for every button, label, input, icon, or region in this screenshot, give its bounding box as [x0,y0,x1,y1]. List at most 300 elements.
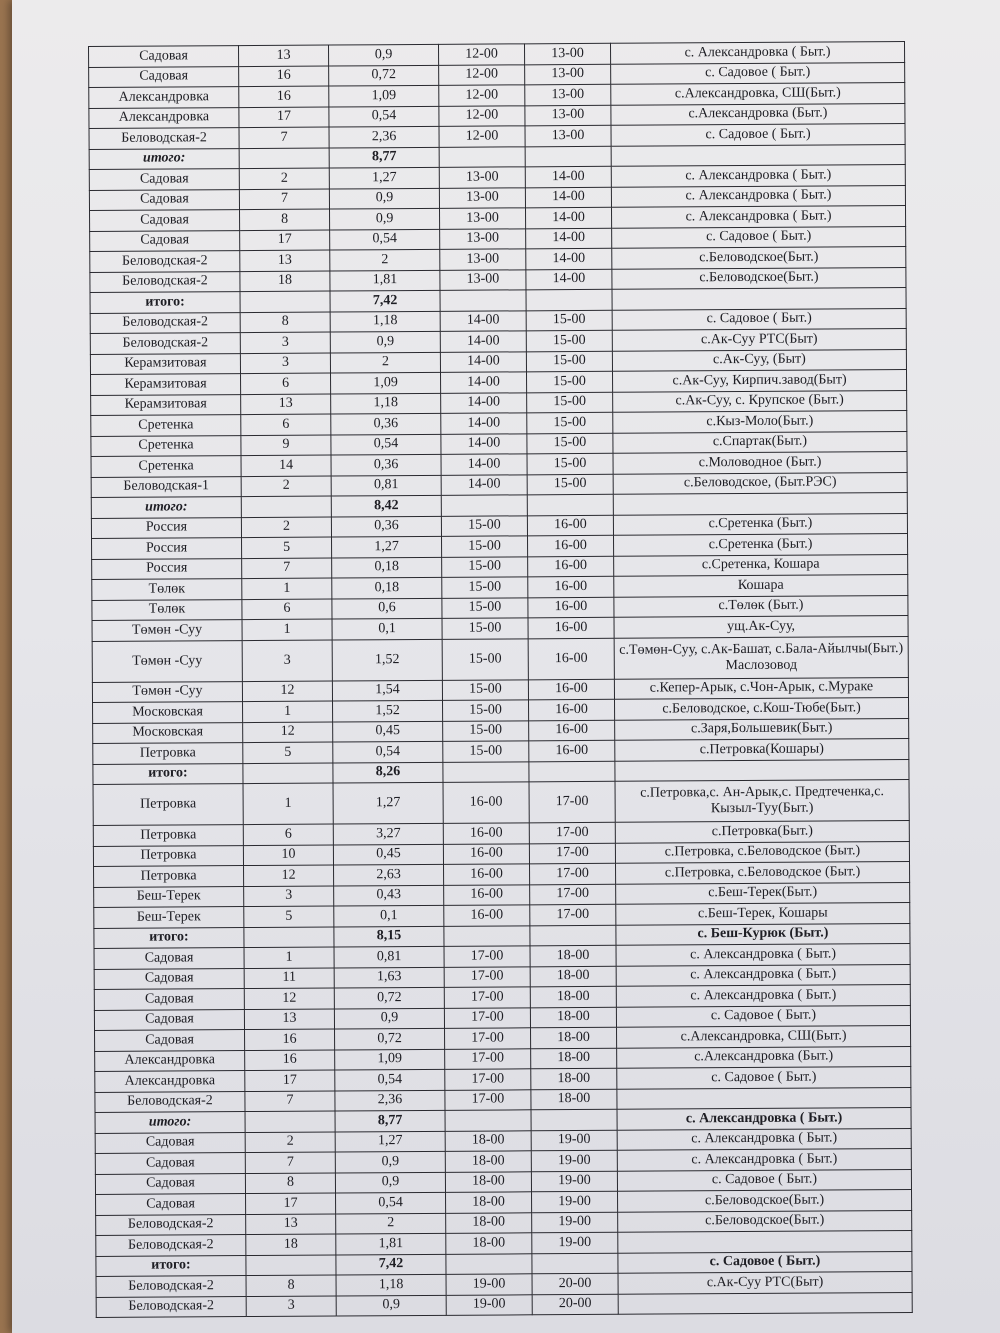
time-to-cell: 19-00 [531,1171,617,1192]
load-cell: 1,27 [329,167,439,188]
substation-number-cell: 8 [246,1275,336,1296]
time-to-cell: 13-00 [525,125,611,146]
load-cell: 0,9 [328,44,438,65]
time-from-cell: 12-00 [439,126,525,147]
time-to-cell: 18-00 [530,945,616,966]
load-cell: 0,54 [331,434,441,455]
feeder-name-cell: Беловодская-2 [96,1214,246,1235]
locality-cell: с. Александровка ( Быт.) [616,984,910,1006]
feeder-name-cell: Московская [93,702,243,723]
locality-cell: с. Садовое ( Быт.) [612,308,906,330]
time-from-cell: 12-00 [439,105,525,126]
locality-cell: с. Беш-Курюк (Быт.) [616,923,910,945]
subtotal-label: итого: [89,148,239,169]
time-from-cell: 19-00 [446,1274,532,1295]
time-from-cell: 13-00 [440,269,526,290]
feeder-name-cell: Беловодская-2 [96,1276,246,1297]
time-to-cell: 15-00 [527,412,613,433]
substation-number-cell: 6 [241,373,331,394]
time-from-cell: 18-00 [445,1171,531,1192]
locality-cell: с.Беловодское(Быт.) [612,267,906,289]
locality-cell: с.Беловодское, (Быт.РЭС) [613,472,907,494]
time-to-cell: 14-00 [525,187,611,208]
locality-cell: с. Садовое ( Быт.) [612,226,906,248]
paper-sheet [12,0,1000,1333]
substation-number-cell: 2 [241,476,331,497]
time-to-cell: 16-00 [529,699,615,720]
time-to-cell: 15-00 [527,453,613,474]
load-cell: 0,9 [334,1008,444,1029]
feeder-name-cell: Беш-Терек [94,907,244,928]
feeder-name-cell: Садовая [94,989,244,1010]
locality-cell: с. Садовое ( Быт.) [616,1005,910,1027]
substation-number-cell: 16 [245,1029,335,1050]
locality-cell: с.Төлөк (Быт.) [614,595,908,617]
feeder-name-cell: Петровка [93,784,243,826]
feeder-name-cell: Садовая [95,1132,245,1153]
time-to-cell: 19-00 [532,1212,618,1233]
time-from-cell: 14-00 [441,433,527,454]
load-cell: 0,9 [329,188,439,209]
time-from-cell: 18-00 [445,1130,531,1151]
load-cell: 2,63 [334,864,444,885]
empty-cell [246,1255,336,1276]
feeder-name-cell: Беловодская-2 [96,1235,246,1256]
schedule-rows [89,42,913,1318]
subtotal-label: итого: [96,1255,246,1276]
load-cell: 1,18 [330,311,440,332]
time-from-cell: 15-00 [442,638,528,680]
time-from-cell: 13-00 [440,228,526,249]
locality-cell: с.Петровка,с. Ан-Арык,с. Предтеченка,с. Кызыл-Туу(Быт.) [615,779,909,822]
load-cell: 0,81 [331,475,441,496]
time-from-cell: 17-00 [444,966,530,987]
substation-number-cell: 17 [239,107,329,128]
time-to-cell: 15-00 [526,351,612,372]
feeder-name-cell: Петровка [94,866,244,887]
load-cell: 1,27 [332,536,442,557]
load-cell: 0,1 [332,618,442,639]
locality-cell: с. Садовое ( Быт.) [611,124,905,146]
time-from-cell: 15-00 [442,597,528,618]
load-cell: 0,54 [335,1069,445,1090]
substation-number-cell: 13 [246,1214,336,1235]
locality-cell: с. Садовое ( Быт.) [617,1066,911,1088]
feeder-name-cell: Садовая [90,210,240,231]
load-cell: 1,54 [332,680,442,701]
time-from-cell: 17-00 [444,1007,530,1028]
feeder-name-cell: Александровка [95,1050,245,1071]
time-to-cell: 16-00 [528,556,614,577]
feeder-name-cell: Петровка [93,743,243,764]
time-to-cell: 17-00 [529,781,615,823]
time-from-cell: 16-00 [443,823,529,844]
feeder-name-cell: Керамзитовая [90,353,240,374]
load-cell: 0,54 [330,229,440,250]
feeder-name-cell: Беловодская-1 [91,476,241,497]
time-from-cell: 15-00 [443,720,529,741]
locality-cell [613,493,907,515]
load-cell: 0,9 [336,1295,446,1316]
feeder-name-cell: Александровка [95,1071,245,1092]
subtotal-load: 8,26 [333,762,443,783]
substation-number-cell: 13 [244,1009,334,1030]
time-from-cell: 16-00 [444,884,530,905]
time-to-cell: 13-00 [525,84,611,105]
substation-number-cell: 18 [246,1234,336,1255]
locality-cell: с.Сретенка (Быт.) [613,534,907,556]
load-cell: 0,72 [335,1028,445,1049]
subtotal-load: 8,77 [329,147,439,168]
locality-cell: с. Александровка ( Быт.) [617,1128,911,1150]
load-cell: 0,18 [332,557,442,578]
time-from-cell: 14-00 [440,351,526,372]
substation-number-cell: 12 [244,988,334,1009]
empty-cell [530,925,616,946]
time-from-cell: 15-00 [441,515,527,536]
time-to-cell: 18-00 [531,1027,617,1048]
time-to-cell: 15-00 [526,330,612,351]
subtotal-load: 8,15 [334,926,444,947]
time-to-cell: 19-00 [531,1150,617,1171]
load-cell: 1,52 [333,700,443,721]
locality-cell [618,1230,912,1252]
locality-cell: с.Беловодское, с.Кош-Тюбе(Быт.) [615,698,909,720]
feeder-name-cell: Садовая [89,66,239,87]
locality-cell: Кошара [614,575,908,597]
locality-cell: с.Петровка(Кошары) [615,738,909,760]
time-to-cell: 16-00 [528,535,614,556]
time-to-cell: 15-00 [526,310,612,331]
locality-cell: с. Александровка ( Быт.) [616,943,910,965]
time-to-cell: 19-00 [532,1191,618,1212]
feeder-name-cell: Беловодская-2 [90,312,240,333]
empty-cell [441,495,527,516]
time-from-cell: 16-00 [444,864,530,885]
locality-cell: с. Александровка ( Быт.) [617,1107,911,1129]
load-cell: 0,1 [334,905,444,926]
locality-cell: с.Беш-Терек, Кошары [616,902,910,924]
locality-cell: с.Александровка, СШ(Быт.) [611,83,905,105]
substation-number-cell: 9 [241,435,331,456]
feeder-name-cell: Беловодская-2 [89,128,239,149]
feeder-name-cell: Сретенка [91,415,241,436]
locality-cell: с.Беш-Терек(Быт.) [616,882,910,904]
load-cell: 0,72 [334,987,444,1008]
locality-cell: с.Беловодское(Быт.) [618,1210,912,1232]
locality-cell: с.Сретенка, Кошара [614,554,908,576]
locality-cell: с.Моловодное (Быт.) [613,452,907,474]
feeder-name-cell: Беловодская-2 [90,251,240,272]
time-from-cell: 13-00 [440,249,526,270]
time-from-cell: 14-00 [440,310,526,331]
substation-number-cell: 5 [242,537,332,558]
substation-number-cell: 3 [240,332,330,353]
time-from-cell: 15-00 [443,741,529,762]
locality-cell: с.Петровка, с.Беловодское (Быт.) [615,841,909,863]
time-from-cell: 17-00 [444,987,530,1008]
time-from-cell: 13-00 [439,167,525,188]
substation-number-cell: 13 [239,45,329,66]
load-cell: 0,9 [335,1151,445,1172]
load-cell: 0,45 [333,721,443,742]
empty-cell [240,291,330,312]
time-from-cell: 16-00 [443,782,529,824]
time-from-cell: 12-00 [438,44,524,65]
load-cell: 0,36 [331,516,441,537]
time-to-cell: 17-00 [530,863,616,884]
feeder-name-cell: Садовая [95,1030,245,1051]
substation-number-cell: 5 [243,742,333,763]
time-to-cell: 19-00 [532,1232,618,1253]
feeder-name-cell: Садовая [94,968,244,989]
feeder-name-cell: Садовая [94,1009,244,1030]
time-from-cell: 18-00 [446,1233,532,1254]
empty-cell [531,1109,617,1130]
time-to-cell: 13-00 [524,43,610,64]
subtotal-label: итого: [94,927,244,948]
time-from-cell: 15-00 [442,679,528,700]
load-cell: 0,45 [333,844,443,865]
time-to-cell: 17-00 [529,843,615,864]
time-to-cell: 16-00 [527,515,613,536]
substation-number-cell: 3 [242,640,332,682]
substation-number-cell: 1 [243,701,333,722]
time-from-cell: 14-00 [441,413,527,434]
time-to-cell: 14-00 [526,248,612,269]
empty-cell [440,290,526,311]
feeder-name-cell: Садовая [89,46,239,67]
locality-cell: с.Беловодское(Быт.) [618,1189,912,1211]
subtotal-load: 8,77 [335,1110,445,1131]
substation-number-cell: 1 [243,783,333,825]
substation-number-cell: 2 [241,517,331,538]
load-cell: 0,54 [336,1192,446,1213]
time-from-cell: 17-00 [445,1028,531,1049]
time-from-cell: 14-00 [441,474,527,495]
time-to-cell: 16-00 [528,597,614,618]
locality-cell: с. Садовое ( Быт.) [617,1169,911,1191]
load-cell: 0,43 [334,885,444,906]
time-from-cell: 15-00 [442,536,528,557]
time-to-cell: 18-00 [531,1089,617,1110]
time-from-cell: 14-00 [441,392,527,413]
load-cell: 2 [336,1213,446,1234]
time-to-cell: 19-00 [531,1130,617,1151]
substation-number-cell: 3 [246,1296,336,1317]
substation-number-cell: 1 [242,578,332,599]
time-from-cell: 19-00 [446,1294,532,1315]
locality-cell: с.Беловодское(Быт.) [612,247,906,269]
substation-number-cell: 3 [244,886,334,907]
load-cell: 0,6 [332,598,442,619]
substation-number-cell: 12 [243,722,333,743]
load-cell: 1,18 [331,393,441,414]
time-to-cell: 14-00 [525,166,611,187]
outage-schedule-table [88,41,913,1318]
time-to-cell: 15-00 [527,433,613,454]
load-cell: 0,36 [331,454,441,475]
substation-number-cell: 2 [245,1132,335,1153]
schedule-sheet [88,41,912,1318]
substation-number-cell: 16 [239,66,329,87]
empty-cell [243,763,333,784]
subtotal-load: 7,42 [336,1254,446,1275]
time-to-cell: 20-00 [532,1273,618,1294]
substation-number-cell: 16 [245,1050,335,1071]
substation-number-cell: 16 [239,86,329,107]
time-to-cell: 16-00 [528,679,614,700]
empty-cell [526,289,612,310]
time-from-cell: 12-00 [439,85,525,106]
load-cell: 1,81 [330,270,440,291]
time-from-cell: 15-00 [442,556,528,577]
load-cell: 0,9 [330,331,440,352]
time-to-cell: 18-00 [530,1007,616,1028]
locality-cell: с. Александровка ( Быт.) [611,206,905,228]
time-from-cell: 18-00 [446,1212,532,1233]
empty-cell [244,927,334,948]
locality-cell: с.Ак-Суу, (Быт) [612,349,906,371]
feeder-name-cell: Александровка [89,107,239,128]
substation-number-cell: 12 [242,681,332,702]
substation-number-cell: 11 [244,968,334,989]
feeder-name-cell: Садовая [89,169,239,190]
feeder-name-cell: Беловодская-2 [95,1091,245,1112]
subtotal-label: итого: [95,1112,245,1133]
locality-cell: с.Ак-Суу РТС(Быт) [618,1271,912,1293]
empty-cell [525,146,611,167]
time-from-cell: 17-00 [444,946,530,967]
locality-cell [617,1087,911,1109]
locality-cell: с.Александровка (Быт.) [617,1046,911,1068]
substation-number-cell: 7 [239,127,329,148]
time-to-cell: 18-00 [531,1068,617,1089]
substation-number-cell: 10 [243,845,333,866]
feeder-name-cell: Беш-Терек [94,886,244,907]
empty-cell [532,1253,618,1274]
feeder-name-cell: Московская [93,722,243,743]
time-from-cell: 17-00 [445,1048,531,1069]
empty-cell [241,496,331,517]
feeder-name-cell: Россия [91,517,241,538]
load-cell: 1,27 [335,1131,445,1152]
time-from-cell: 16-00 [443,843,529,864]
time-from-cell: 13-00 [439,208,525,229]
substation-number-cell: 14 [241,455,331,476]
feeder-name-cell: Сретенка [91,435,241,456]
time-to-cell: 16-00 [528,576,614,597]
subtotal-label: итого: [93,763,243,784]
load-cell: 1,52 [332,639,442,681]
time-to-cell: 17-00 [530,884,616,905]
substation-number-cell: 3 [240,353,330,374]
load-cell: 1,18 [336,1274,446,1295]
time-from-cell: 12-00 [439,64,525,85]
substation-number-cell: 8 [245,1173,335,1194]
time-to-cell: 18-00 [531,1048,617,1069]
locality-cell: с.Ак-Суу, с. Крупское (Быт.) [613,390,907,412]
locality-cell: с. Александровка ( Быт.) [610,42,904,64]
substation-number-cell: 13 [241,394,331,415]
substation-number-cell: 2 [239,168,329,189]
load-cell: 0,72 [329,65,439,86]
time-from-cell: 15-00 [442,618,528,639]
feeder-name-cell: Петровка [93,845,243,866]
locality-cell: с.Заря,Большевик(Быт.) [615,718,909,740]
subtotal-label: итого: [90,292,240,313]
substation-number-cell: 8 [240,312,330,333]
time-to-cell: 15-00 [527,474,613,495]
substation-number-cell: 7 [242,558,332,579]
locality-cell: с.Петровка, с.Беловодское (Быт.) [616,861,910,883]
feeder-name-cell: Төлөк [92,599,242,620]
time-from-cell: 14-00 [441,454,527,475]
feeder-name-cell: Төмөн -Суу [92,620,242,641]
time-to-cell: 18-00 [530,966,616,987]
locality-cell [618,1292,912,1314]
time-to-cell: 16-00 [528,638,614,680]
locality-cell [612,288,906,310]
locality-cell: с. Александровка ( Быт.) [616,964,910,986]
load-cell: 3,27 [333,823,443,844]
feeder-name-cell: Төлөк [92,579,242,600]
load-cell: 1,09 [329,85,439,106]
time-to-cell: 14-00 [526,269,612,290]
feeder-name-cell: Садовая [94,948,244,969]
locality-cell: с.Кепер-Арык, с.Чон-Арык, с.Мураке [614,677,908,699]
empty-cell [445,1110,531,1131]
time-from-cell: 14-00 [440,331,526,352]
feeder-name-cell: Беловодская-2 [90,333,240,354]
locality-cell: с.Александровка (Быт.) [611,103,905,125]
feeder-name-cell: Керамзитовая [91,374,241,395]
time-to-cell: 20-00 [532,1294,618,1315]
load-cell: 1,81 [336,1233,446,1254]
empty-cell [444,925,530,946]
time-to-cell: 18-00 [530,986,616,1007]
load-cell: 2,36 [335,1090,445,1111]
substation-number-cell: 6 [243,824,333,845]
feeder-name-cell: Беловодская-2 [96,1296,246,1317]
time-to-cell: 15-00 [527,392,613,413]
substation-number-cell: 5 [244,906,334,927]
time-to-cell: 13-00 [525,64,611,85]
substation-number-cell: 7 [245,1152,335,1173]
time-from-cell: 13-00 [439,187,525,208]
substation-number-cell: 8 [240,209,330,230]
time-from-cell: 16-00 [444,905,530,926]
table-row [92,636,908,682]
locality-cell [611,144,905,166]
time-from-cell: 17-00 [445,1069,531,1090]
locality-cell: с.Ак-Суу, Кирпич.завод(Быт) [612,370,906,392]
empty-cell [443,761,529,782]
feeder-name-cell: Сретенка [91,456,241,477]
feeder-name-cell: Россия [92,538,242,559]
load-cell: 1,27 [333,782,443,824]
substation-number-cell: 12 [244,865,334,886]
feeder-name-cell: Керамзитовая [91,394,241,415]
load-cell: 0,9 [330,208,440,229]
load-cell: 2,36 [329,126,439,147]
load-cell: 1,63 [334,967,444,988]
time-from-cell: 18-00 [446,1192,532,1213]
time-from-cell: 15-00 [442,577,528,598]
subtotal-label: итого: [91,497,241,518]
empty-cell [529,761,615,782]
table-row [93,779,909,825]
